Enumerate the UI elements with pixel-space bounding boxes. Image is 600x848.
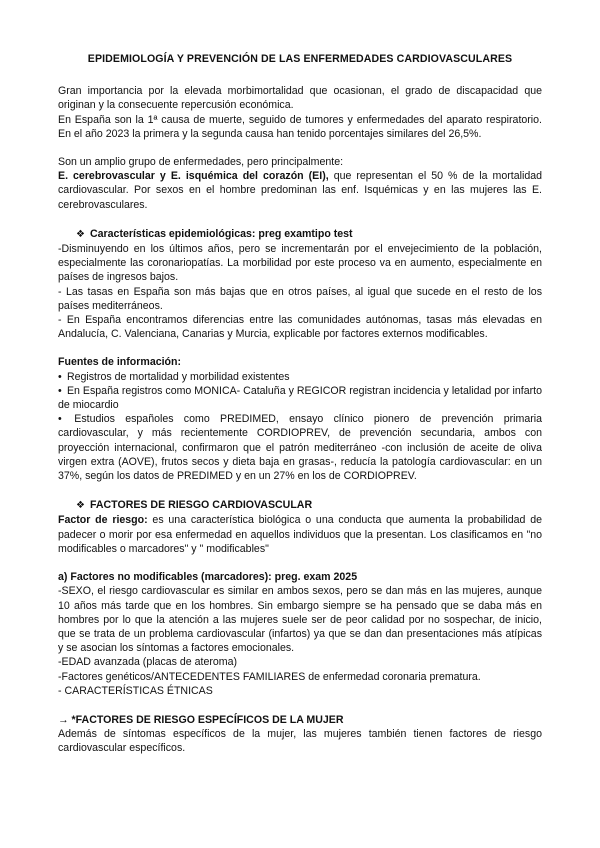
diamond-bullet-icon: ❖ <box>76 500 85 512</box>
diamond-bullet-icon: ❖ <box>76 228 85 240</box>
epi-line-2: - Las tasas en España son más bajas que en otros países, al igual que sucede en el resto de los países mediterráneos. <box>58 285 542 312</box>
risk-heading <box>58 498 542 513</box>
document-body <box>58 52 542 756</box>
sources-item-text: En España registros como MONICA- Cataluña y REGICOR registran incidencia y letalidad por infarto de miocardio <box>58 384 542 412</box>
bullet-icon: • <box>58 384 62 397</box>
bullet-icon: • <box>58 413 62 426</box>
nonmod-ethnic: - CARACTERÍSTICAS ÉTNICAS <box>58 684 213 697</box>
sources-item-1 <box>58 370 542 384</box>
sources-heading: Fuentes de información: <box>58 356 182 369</box>
epi-line-3: - En España encontramos diferencias entre las comunidades autónomas, tasas más elevadas en Andalucía, C. Valenciana, Canarias y Murcia, explicable por factores externos modificables. <box>58 314 542 341</box>
risk-definition-term: Factor de riesgo: <box>58 514 148 527</box>
intro-paragraph-2: En España son la 1ª causa de muerte, seguido de tumores y enfermedades del aparato respiratorio. En el año 2023 la primera y la segunda causa han tenido porcentajes similares del 26,5%. <box>58 113 542 140</box>
nonmod-genetic: -Factores genéticos/ANTECEDENTES FAMILIARES de enfermedad coronaria prematura. <box>58 670 481 683</box>
bullet-icon: • <box>58 370 62 383</box>
epi-heading-text: Características epidemiológicas: preg examtipo test <box>90 227 353 240</box>
intro-paragraph-4 <box>58 169 542 212</box>
sources-item-text: Registros de mortalidad y morbilidad existentes <box>66 370 290 383</box>
sources-item-text: Estudios españoles como PREDIMED, ensayo clínico pionero de prevención primaria cardiovascular, y más recientemente CORDIOPREV, de prevención secundaria, ambos con proyección internacional, confirmaron que el patrón mediterráneo -con inclusión de aceite de oliva virgen extra (AOVE), frutos secos y dieta baja en grasas-, reducía la patología cardiovascular: en un 37%, según los datos de PREDIMED y en un 27% en los de CORDIOPREV. <box>58 413 542 483</box>
nonmod-sexo: -SEXO, el riesgo cardiovascular es similar en ambos sexos, pero se dan más en las mujeres, aunque 10 años más tarde que en los hombres. Sin embargo siempre se ha pensado que se daba más en hombres por lo que la atención a las mujeres suele ser de peor calidad por no sospechar, de inicio, que se trata de un problema cardiovascular (infartos) ya que se dan dan presentaciones más atípicas y se asocian los síntomas a factores emocionales. <box>58 585 542 655</box>
women-heading: → *FACTORES DE RIESGO ESPECÍFICOS DE LA MUJER <box>58 713 344 726</box>
document-title: EPIDEMIOLOGÍA Y PREVENCIÓN DE LAS ENFERMEDADES CARDIOVASCULARES <box>87 53 513 65</box>
intro-paragraph-1: Gran importancia por la elevada morbimortalidad que ocasionan, el grado de discapacidad que originan y la consecuente repercusión económica. <box>58 85 542 112</box>
sources-item-3 <box>58 412 542 483</box>
nonmod-edad: -EDAD avanzada (placas de ateroma) <box>58 656 238 669</box>
intro-paragraph-3: Son un amplio grupo de enfermedades, pero principalmente: <box>58 156 344 169</box>
risk-definition-text: es una característica biológica o una conducta que aumenta la probabilidad de padecer o morir por esa enfermedad en aquellos individuos que la presentan. Los clasificamos en "no modificables o marcadores" y " modificables" <box>58 514 542 555</box>
intro-bold-diseases: E. cerebrovascular y E. isquémica del corazón (EI), <box>58 170 329 183</box>
risk-heading-text: FACTORES DE RIESGO CARDIOVASCULAR <box>90 499 313 512</box>
epi-heading <box>58 227 542 242</box>
women-text: Además de síntomas específicos de la mujer, las mujeres también tienen factores de riesgo cardiovascular específicos. <box>58 728 542 755</box>
risk-definition <box>58 513 542 556</box>
intro-paragraph-4-text: que representan el 50 % de la mortalidad cardiovascular. Por sexos en el hombre predominan las enf. Isquémicas y en las mujeres las E. cerebrovasculares. <box>58 170 542 211</box>
epi-line-1: -Disminuyendo en los últimos años, pero se incrementarán por el envejecimiento de la población, especialmente las coronariopatías. La morbilidad por este proceso va en aumento, especialmente en países de ingresos bajos. <box>58 243 542 284</box>
sources-item-2 <box>58 384 542 412</box>
nonmod-heading: a) Factores no modificables (marcadores): preg. exam 2025 <box>58 571 358 584</box>
